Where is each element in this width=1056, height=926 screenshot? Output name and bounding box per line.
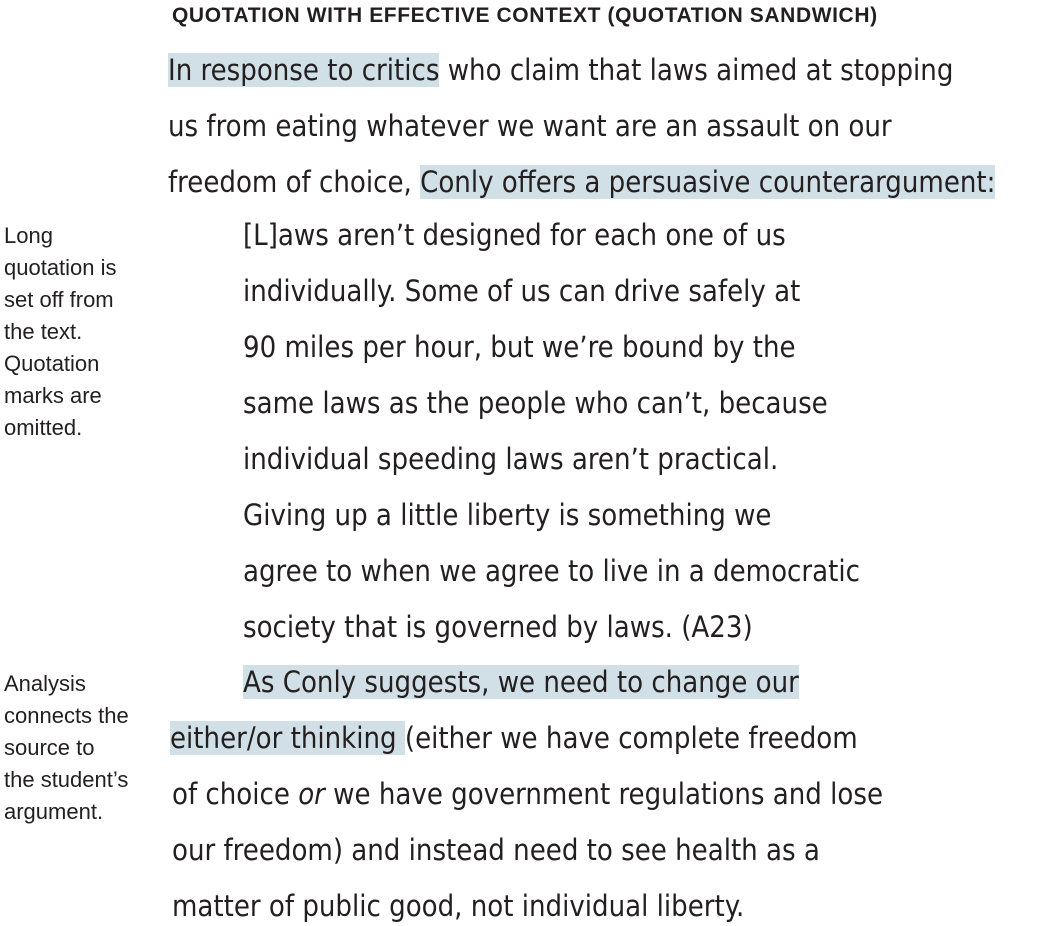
highlight-phrase: As Conly suggests, we need to change our: [243, 665, 799, 699]
highlight-phrase: Conly offers a persuasive counterargument:: [420, 165, 996, 199]
highlight-phrase: either/or thinking: [170, 721, 405, 755]
margin-note-analysis: Analysis connects the source to the student’s argument.: [4, 671, 129, 824]
block-quote-line: individual speeding laws aren’t practical.: [243, 442, 779, 476]
analysis-line-1: [243, 664, 799, 700]
highlight-phrase: In response to critics: [168, 53, 440, 87]
block-quote-line: Giving up a little liberty is something we: [243, 498, 772, 532]
section-heading: QUOTATION WITH EFFECTIVE CONTEXT (QUOTATION SANDWICH): [172, 4, 878, 27]
margin-note-long-quotation: Long quotation is set off from the text. Quotation marks are omitted.: [4, 223, 117, 440]
intro-line-1: In response to critics who claim that laws aimed at stopping: [168, 53, 954, 87]
block-quote-line: [L]aws aren’t designed for each one of us: [243, 218, 786, 252]
block-quote-line: same laws as the people who can’t, because: [243, 386, 828, 420]
analysis-line-5: matter of public good, not individual liberty.: [172, 889, 745, 923]
analysis-line-4: our freedom) and instead need to see health as a: [172, 833, 820, 867]
block-quote-line: 90 miles per hour, but we’re bound by the: [243, 330, 796, 364]
block-quote-line: agree to when we agree to live in a democratic: [243, 554, 860, 588]
block-quote-line: individually. Some of us can drive safely at: [243, 274, 801, 308]
block-quote-line: society that is governed by laws. (A23): [243, 610, 753, 644]
intro-line-3: freedom of choice, Conly offers a persuasive counterargument:: [168, 165, 996, 199]
analysis-line-2: either/or thinking (either we have complete freedom: [170, 721, 858, 755]
intro-line-2: us from eating whatever we want are an assault on our: [168, 109, 892, 143]
analysis-line-3: of choice or we have government regulations and lose: [172, 777, 884, 811]
